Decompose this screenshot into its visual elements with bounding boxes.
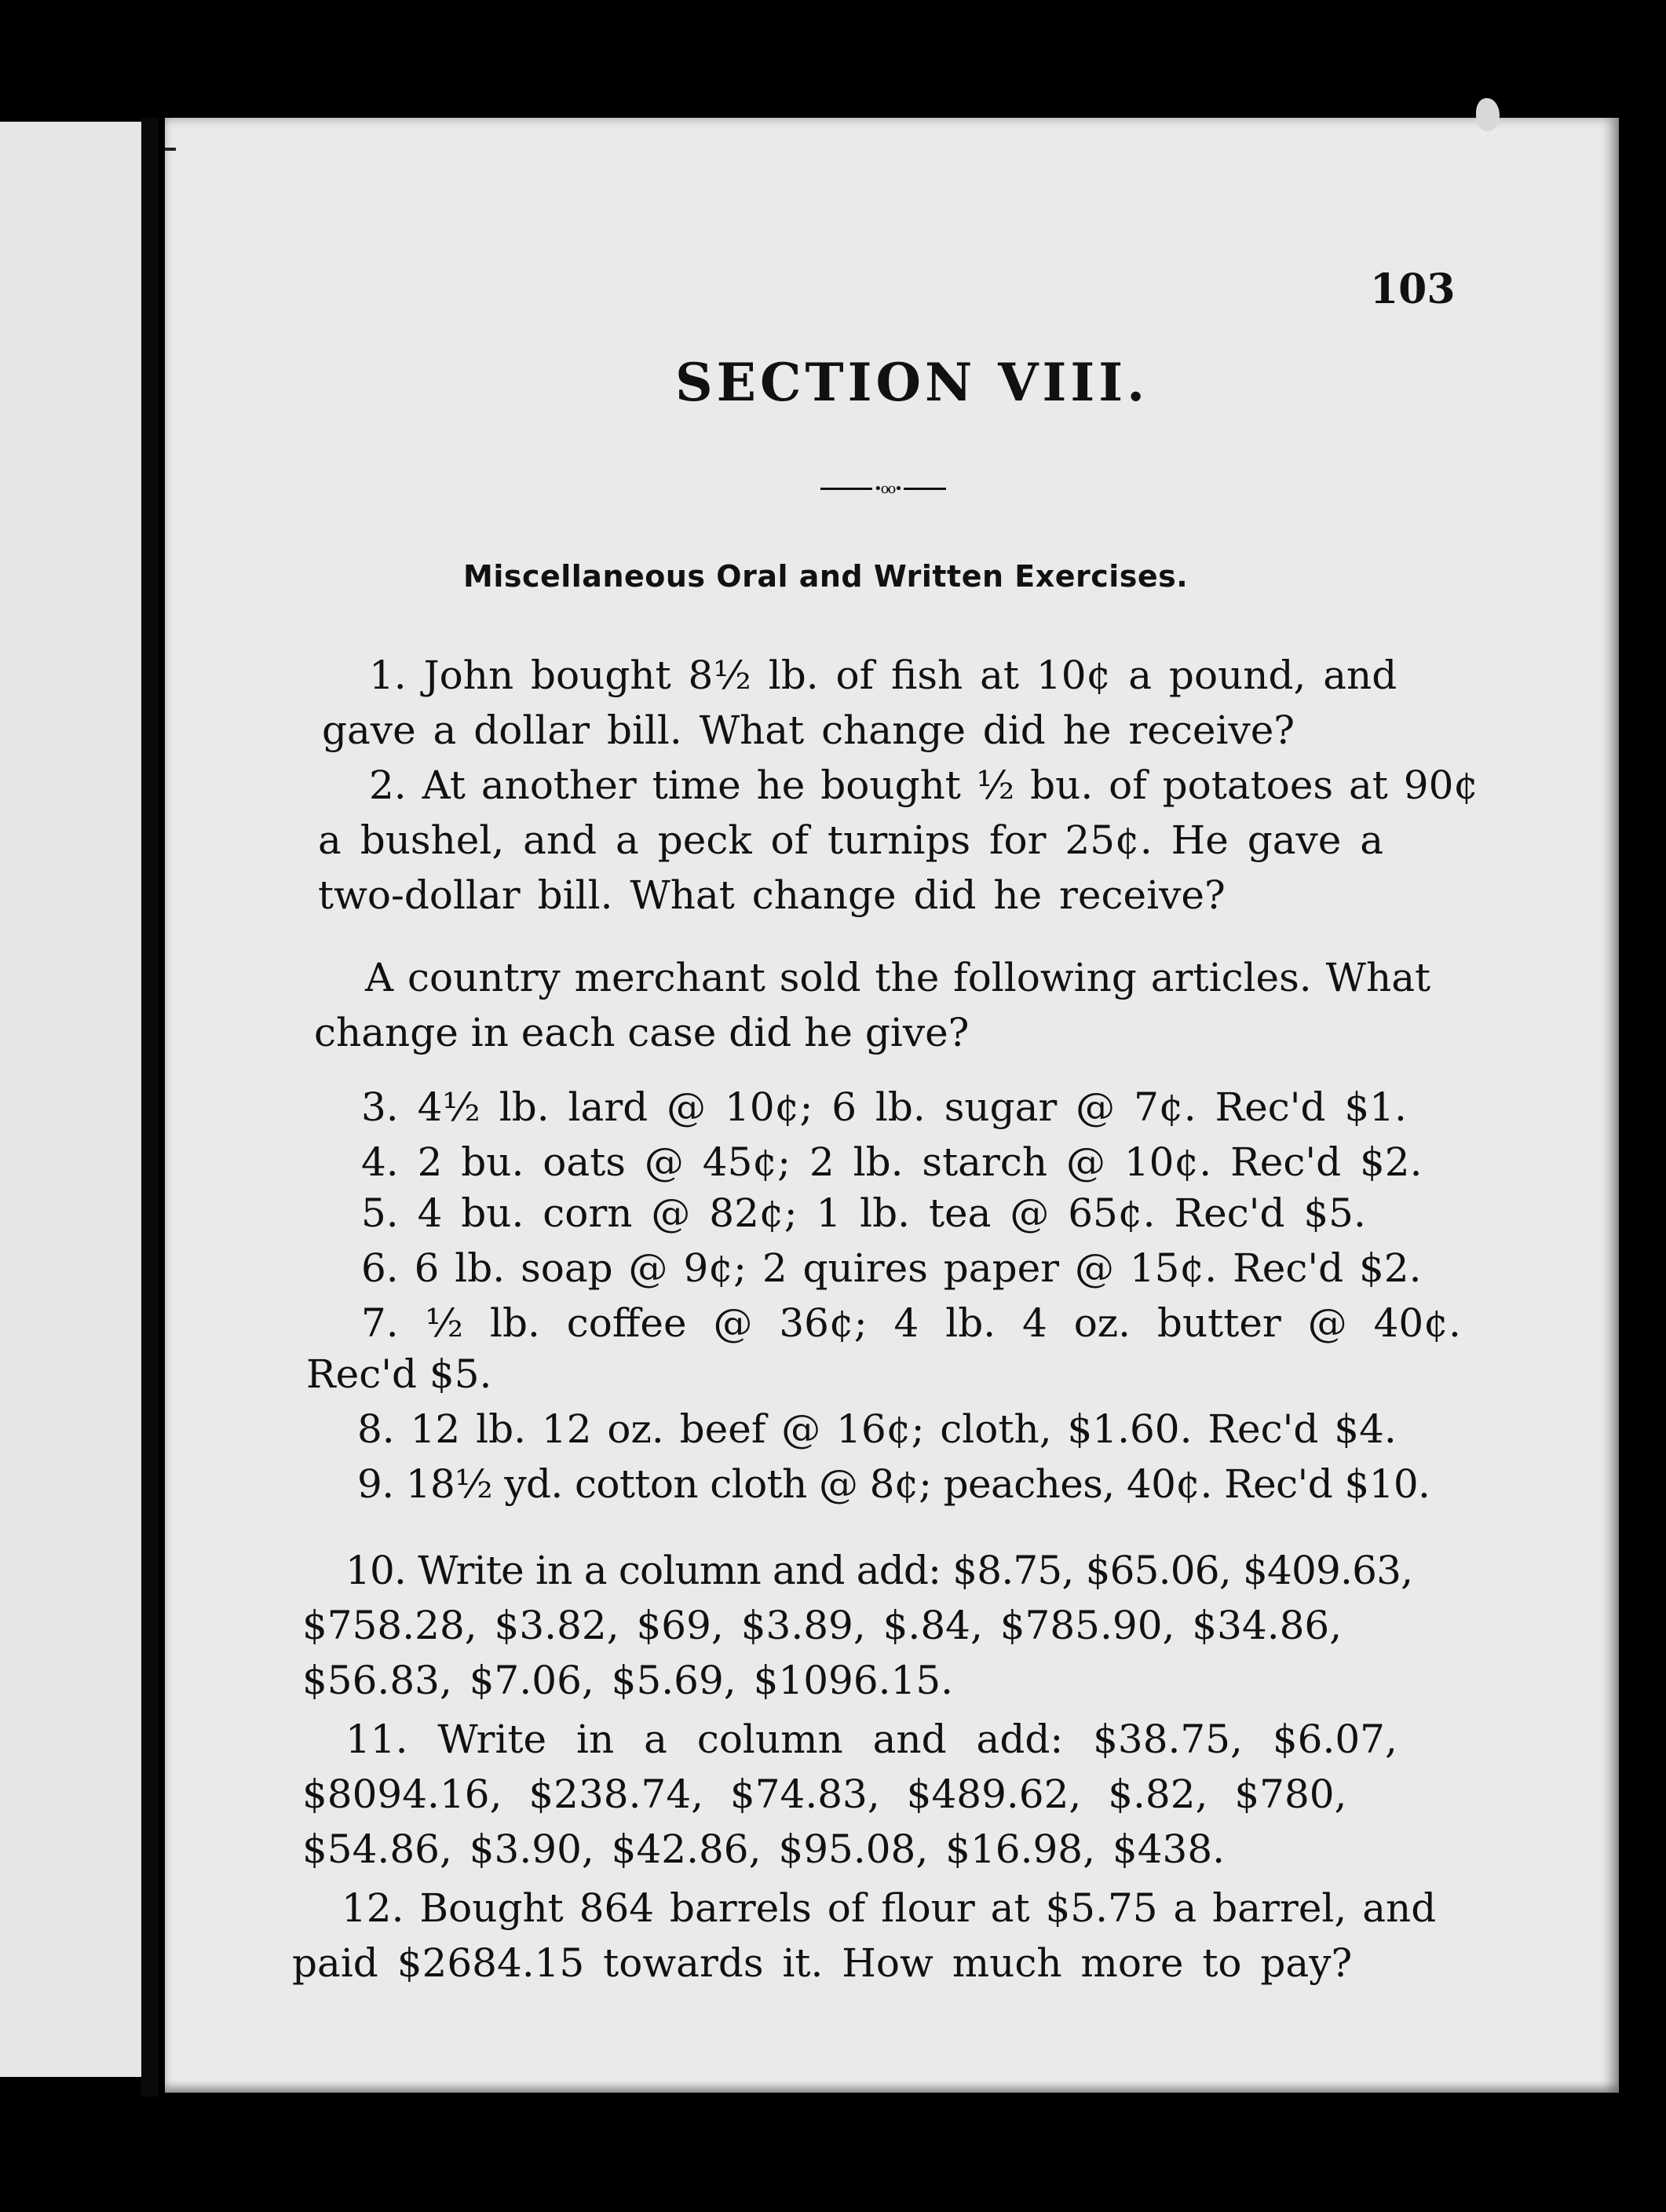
title-ornament xyxy=(820,481,946,496)
gutter-shadow xyxy=(141,118,159,2097)
exercise-line: 5. 4 bu. corn @ 82¢; 1 lb. tea @ 65¢. Rec'd $5. xyxy=(361,1190,1366,1236)
exercise-line: 7. ½ lb. coffee @ 36¢; 4 lb. 4 oz. butter @ 40¢. xyxy=(361,1300,1461,1346)
scan-speck xyxy=(1476,98,1500,131)
exercise-line: two-dollar bill. What change did he receive? xyxy=(318,872,1226,918)
exercise-line: 3. 4½ lb. lard @ 10¢; 6 lb. sugar @ 7¢. Rec'd $1. xyxy=(361,1084,1407,1130)
exercise-line: $56.83, $7.06, $5.69, $1096.15. xyxy=(302,1658,954,1703)
page-number: 103 xyxy=(1370,265,1456,313)
exercise-line: gave a dollar bill. What change did he receive? xyxy=(322,707,1295,753)
margin-mark xyxy=(165,148,176,151)
exercise-line: a bushel, and a peck of turnips for 25¢. He gave a xyxy=(318,817,1384,863)
section-title: SECTION VIII. xyxy=(675,352,1149,413)
facing-page-edge xyxy=(0,122,145,2077)
exercise-line: $758.28, $3.82, $69, $3.89, $.84, $785.90, $34.86, xyxy=(302,1603,1343,1648)
exercise-line: 8. 12 lb. 12 oz. beef @ 16¢; cloth, $1.60. Rec'd $4. xyxy=(357,1406,1397,1452)
exercise-line: 2. At another time he bought ½ bu. of potatoes at 90¢ xyxy=(369,762,1479,808)
exercise-line: change in each case did he give? xyxy=(314,1010,970,1055)
exercise-line: 10. Write in a column and add: $8.75, $65.06, $409.63, xyxy=(345,1548,1413,1593)
exercise-line: 11. Write in a column and add: $38.75, $6.07, xyxy=(345,1717,1397,1762)
exercise-line: Rec'd $5. xyxy=(306,1351,492,1397)
exercise-line: 12. Bought 864 barrels of flour at $5.75 a barrel, and xyxy=(342,1885,1437,1931)
exercise-subheading: Miscellaneous Oral and Written Exercises. xyxy=(463,559,1189,594)
exercise-line: paid $2684.15 towards it. How much more to pay? xyxy=(292,1940,1353,1986)
exercise-line: 6. 6 lb. soap @ 9¢; 2 quires paper @ 15¢. Rec'd $2. xyxy=(361,1245,1422,1291)
exercise-line: 9. 18½ yd. cotton cloth @ 8¢; peaches, 40¢. Rec'd $10. xyxy=(357,1461,1430,1507)
exercise-line: 1. John bought 8½ lb. of fish at 10¢ a pound, and xyxy=(369,653,1397,698)
exercise-line: 4. 2 bu. oats @ 45¢; 2 lb. starch @ 10¢. Rec'd $2. xyxy=(361,1139,1423,1185)
exercise-line: A country merchant sold the following articles. What xyxy=(365,955,1431,1000)
exercise-line: $54.86, $3.90, $42.86, $95.08, $16.98, $438. xyxy=(302,1826,1226,1872)
exercise-line: $8094.16, $238.74, $74.83, $489.62, $.82, $780, xyxy=(302,1771,1347,1817)
ornament-dots: •oo• xyxy=(874,481,901,497)
